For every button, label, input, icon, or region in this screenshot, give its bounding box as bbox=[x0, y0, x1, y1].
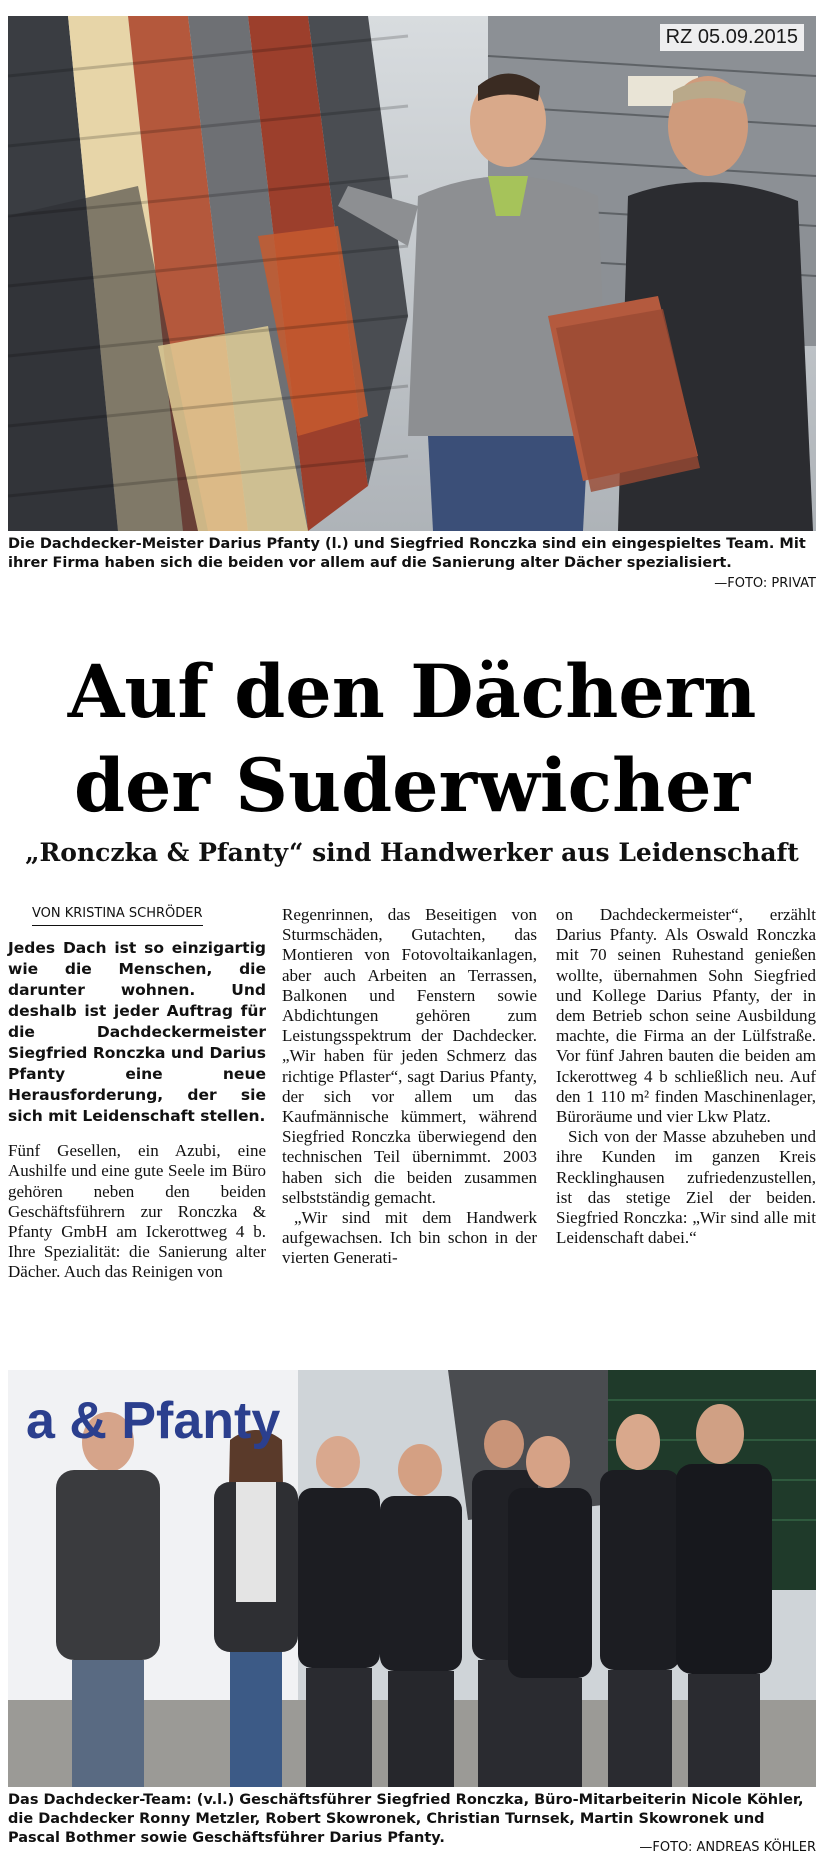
byline: VON KRISTINA SCHRÖDER bbox=[32, 904, 203, 926]
roof-tiles-photo bbox=[8, 16, 816, 531]
lead-paragraph: Jedes Dach ist so einzigartig wie die Menschen, die darunter wohnen. Und deshalb ist jeder Auftrag für die Dachdeckermeister Siegfried Ronczka und Darius Pfanty eine neue Herausforderung, der sie sich mit Leidenschaft stellen. bbox=[8, 939, 266, 1126]
column-2-paragraph-2: „Wir sind mit dem Handwerk aufgewachsen. Ich bin schon in der vierten Generati- bbox=[282, 1208, 537, 1268]
top-photo-caption bbox=[8, 535, 816, 573]
top-photo-credit: —FOTO: PRIVAT bbox=[714, 576, 816, 591]
bottom-photo-credit: —FOTO: ANDREAS KÖHLER bbox=[633, 1840, 816, 1855]
column-1-paragraph-1: Fünf Gesellen, ein Azubi, eine Aushilfe und eine gute Seele im Büro gehören neben den beiden Geschäftsführern zur Ronczka & Pfanty GmbH am Ickerottweg 4 b. Ihre Spezialität: die Sanierung alter Dächer. Auch das Reinigen von bbox=[8, 1141, 266, 1282]
article-column-3 bbox=[556, 905, 816, 1248]
date-stamp: RZ 05.09.2015 bbox=[660, 24, 804, 51]
column-3-paragraph-1: on Dachdeckermeister“, erzählt Darius Pfanty. Als Oswald Ronczka mit 70 seinen Ruhestand genießen wollte, übernahmen Sohn Siegfried und Kollege Darius Pfanty, der in dem Betrieb schon seine Ausbildung machte, die Firma an der Lülfstraße. Vor fünf Jahren bauten die beiden am Ickerottweg 4 b schließlich neu. Auf den 1 110 m² finden Maschinenlager, Büroräume und vier Lkw Platz. bbox=[556, 905, 816, 1127]
headline-line-1: Auf den Dächern bbox=[67, 649, 757, 735]
subheadline: „Ronczka & Pfanty“ sind Handwerker aus Leidenschaft bbox=[25, 838, 799, 867]
article-column-2 bbox=[282, 905, 537, 1269]
article-column-1 bbox=[8, 902, 266, 1283]
top-photo bbox=[8, 16, 816, 531]
bottom-photo bbox=[8, 1370, 816, 1787]
top-photo-caption-text: Die Dachdecker-Meister Darius Pfanty (l.) und Siegfried Ronczka sind ein eingespieltes Team. Mit ihrer Firma haben sich die beiden vor allem auf die Sanierung alter Dächer spezialisiert. bbox=[8, 536, 806, 571]
bottom-photo-caption-text: Das Dachdecker-Team: (v.l.) Geschäftsführer Siegfried Ronczka, Büro-Mitarbeiterin Nicole Köhler, die Dachdecker Ronny Metzler, Robert Skowronek, Christian Turnsek, Martin Skowronek und Pascal Bothmer sowie Geschäftsführer Darius Pfanty. bbox=[8, 1792, 804, 1846]
column-3-paragraph-2: Sich von der Masse abzuheben und ihre Kunden im ganzen Kreis Recklinghausen zufriedenzustellen, ist das stetige Ziel der beiden. Siegfried Ronczka: „Wir sind alle mit Leidenschaft dabei.“ bbox=[556, 1127, 816, 1248]
column-2-paragraph-1: Regenrinnen, das Beseitigen von Sturmschäden, Gutachten, das Montieren von Fotovoltaikanlagen, aber auch Arbeiten an Terrassen, Balkonen und Fenstern sowie Abdichtungen gehören zum Leistungsspektrum der Dachdecker. „Wir haben für jeden Schmerz das richtige Pflaster“, sagt Darius Pfanty, der sich vor allem um das Kaufmännische kümmert, während Siegfried Ronczka überwiegend den technischen Teil übernimmt. 2003 haben sich die beiden zusammen selbstständig gemacht. bbox=[282, 905, 537, 1207]
team-photo bbox=[8, 1370, 816, 1787]
banner-sign-text: a & Pfanty bbox=[26, 1392, 281, 1450]
headline bbox=[0, 645, 824, 833]
headline-line-2: der Suderwicher bbox=[73, 743, 751, 829]
